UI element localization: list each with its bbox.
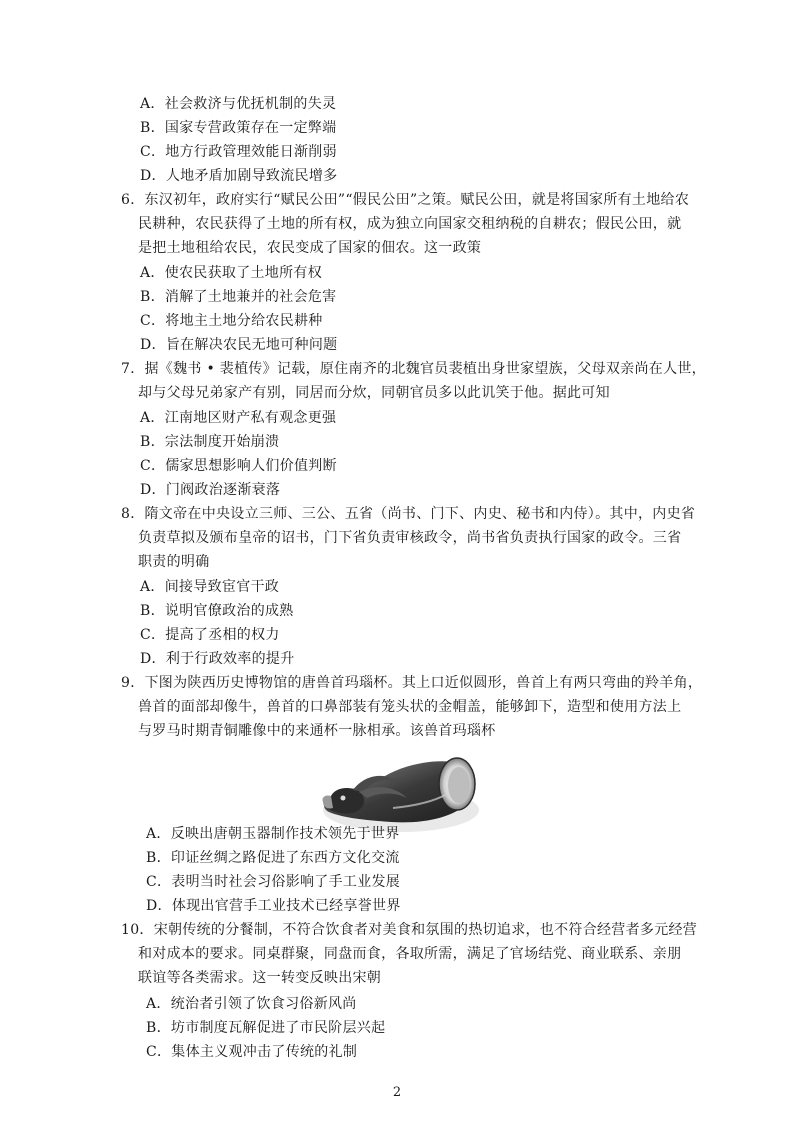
- q8-option-a: A．间接导致宦官干政: [140, 579, 280, 595]
- q10-option-a: A．统治者引领了饮食习俗新风尚: [146, 996, 357, 1012]
- q5-option-d: D．人地矛盾加剧导致流民增多: [140, 168, 338, 184]
- q8-stem-line-3: 职责的明确: [138, 554, 210, 570]
- q9-option-d: D．体现出官营手工业技术已经享誉世界: [146, 898, 401, 914]
- q10-option-c: C．集体主义观冲击了传统的礼制: [146, 1044, 358, 1060]
- page-number: 2: [392, 1085, 402, 1100]
- q6-option-b: B．消解了土地兼并的社会危害: [140, 289, 337, 305]
- q10-option-b: B．坊市制度瓦解促进了市民阶层兴起: [146, 1020, 386, 1036]
- q8-stem-line-2: 负责草拟及颁布皇帝的诏书，门下省负责审核政令，尚书省负责执行国家的政令。三省: [138, 530, 682, 546]
- q7-stem-line-2: 却与父母兄弟家产有别，同居而分炊，同朝官员多以此讥笑于他。据此可知: [138, 385, 610, 401]
- q7-stem-line-1: 7．据《魏书 • 裴植传》记载，原住南齐的北魏官员裴植出身世家望族，父母双亲尚在人世，: [121, 361, 706, 377]
- q9-option-c: C．表明当时社会习俗影响了手工业发展: [146, 874, 401, 890]
- q6-stem-line-1: 6．东汉初年，政府实行“赋民公田”“假民公田”之策。赋民公田，就是将国家所有土地给农: [121, 192, 690, 208]
- q6-option-a: A．使农民获取了土地所有权: [140, 265, 323, 281]
- q5-option-a: A．社会救济与优抚机制的失灵: [140, 96, 337, 112]
- q8-stem-line-1: 8．隋文帝在中央设立三师、三公、五省（尚书、门下、内史、秘书和内侍）。其中，内史省: [121, 506, 696, 522]
- q5-option-b: B．国家专营政策存在一定弊端: [140, 120, 337, 136]
- q9-option-b: B．印证丝绸之路促进了东西方文化交流: [146, 850, 400, 866]
- q6-option-d: D．旨在解决农民无地可种问题: [140, 337, 338, 353]
- q10-stem-line-2: 和对成本的要求。同桌群聚，同盘而食，各取所需，满足了官场结党、商业联系、亲朋: [138, 946, 682, 962]
- q7-option-d: D．门阀政治逐渐衰落: [140, 482, 281, 498]
- q6-stem-line-2: 民耕种，农民获得了土地的所有权，成为独立向国家交租纳税的自耕农；假民公田，就: [138, 216, 682, 232]
- q9-stem-line-1: 9．下图为陕西历史博物馆的唐兽首玛瑙杯。其上口近似圆形，兽首上有两只弯曲的羚羊角，: [121, 675, 703, 691]
- q9-stem-line-2: 兽首的面部却像牛，兽首的口鼻部装有笼头状的金帽盖，能够卸下，造型和使用方法上: [138, 699, 682, 715]
- q6-option-c: C．将地主土地分给农民耕种: [140, 313, 323, 329]
- q9-stem-line-3: 与罗马时期青铜雕像中的来通杯一脉相承。该兽首玛瑙杯: [138, 723, 496, 739]
- q10-stem-line-1: 10．宋朝传统的分餐制，不符合饮食者对美食和氛围的热切追求，也不符合经营者多元经营: [121, 922, 698, 938]
- q10-stem-line-3: 联谊等各类需求。这一转变反映出宋朝: [138, 970, 382, 986]
- q9-option-a: A．反映出唐朝玉器制作技术领先于世界: [146, 826, 400, 842]
- q8-option-d: D．利于行政效率的提升: [140, 651, 295, 667]
- q7-option-c: C．儒家思想影响人们价值判断: [140, 458, 337, 474]
- q7-option-b: B．宗法制度开始崩溃: [140, 434, 280, 450]
- q8-option-c: C．提高了丞相的权力: [140, 627, 280, 643]
- q5-option-c: C．地方行政管理效能日渐削弱: [140, 144, 337, 160]
- q7-option-a: A．江南地区财产私有观念更强: [140, 410, 337, 426]
- q6-stem-line-3: 是把土地租给农民，农民变成了国家的佃农。这一政策: [138, 240, 482, 256]
- q8-option-b: B．说明官僚政治的成熟: [140, 603, 294, 619]
